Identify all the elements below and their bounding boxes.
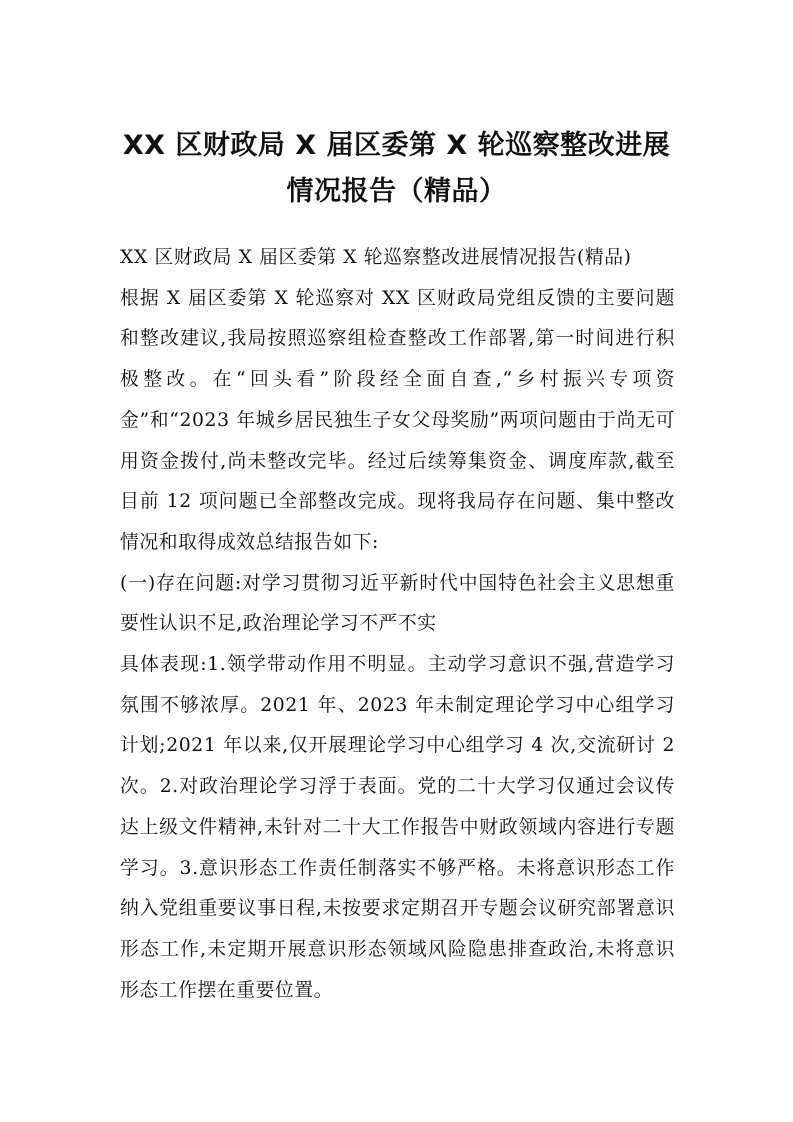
document-body	[120, 238, 675, 1011]
body-paragraph-details: 具体表现:1.领学带动作用不明显。主动学习意识不强,营造学习氛围不够浓厚。2021 年、2023 年未制定理论学习中心组学习计划;2021 年以来,仅开展理论学习中心组学习 4 次,交流研讨 2 次。2.对政治理论学习浮于表面。党的二十大学习仅通过会议传达上级文件精神,未针对二十大工作报告中财政领域内容进行专题学习。3.意识形态工作责任制落实不够严格。未将意识形态工作纳入党组重要议事日程,未按要求定期召开专题会议研究部署意识形态工作,未定期开展意识形态领域风险隐患排查政治,未将意识形态工作摆在重要位置。	[120, 654, 675, 1001]
body-paragraph-heading: XX 区财政局 X 届区委第 X 轮巡察整改进展情况报告(精品)	[120, 247, 632, 268]
document-title-line-1: XX 区财政局 X 届区委第 X 轮巡察整改进展	[122, 130, 671, 161]
document-title-line-2: 情况报告（精品）	[286, 176, 507, 207]
body-paragraph-problem-heading: (一)存在问题:对学习贯彻习近平新时代中国特色社会主义思想重要性认识不足,政治理论学习不严不实	[120, 572, 675, 635]
body-paragraph-intro: 根据 X 届区委第 X 轮巡察对 XX 区财政局党组反馈的主要问题和整改建议,我局按照巡察组检查整改工作部署,第一时间进行积极整改。在“回头看”阶段经全面自查,“乡村振兴专项资金”和“2023 年城乡居民独生子女父母奖励”两项问题由于尚无可用资金拨付,尚未整改完毕。经过后续筹集资金、调度库款,截至目前 12 项问题已全部整改完成。现将我局存在问题、集中整改情况和取得成效总结报告如下:	[120, 287, 675, 553]
